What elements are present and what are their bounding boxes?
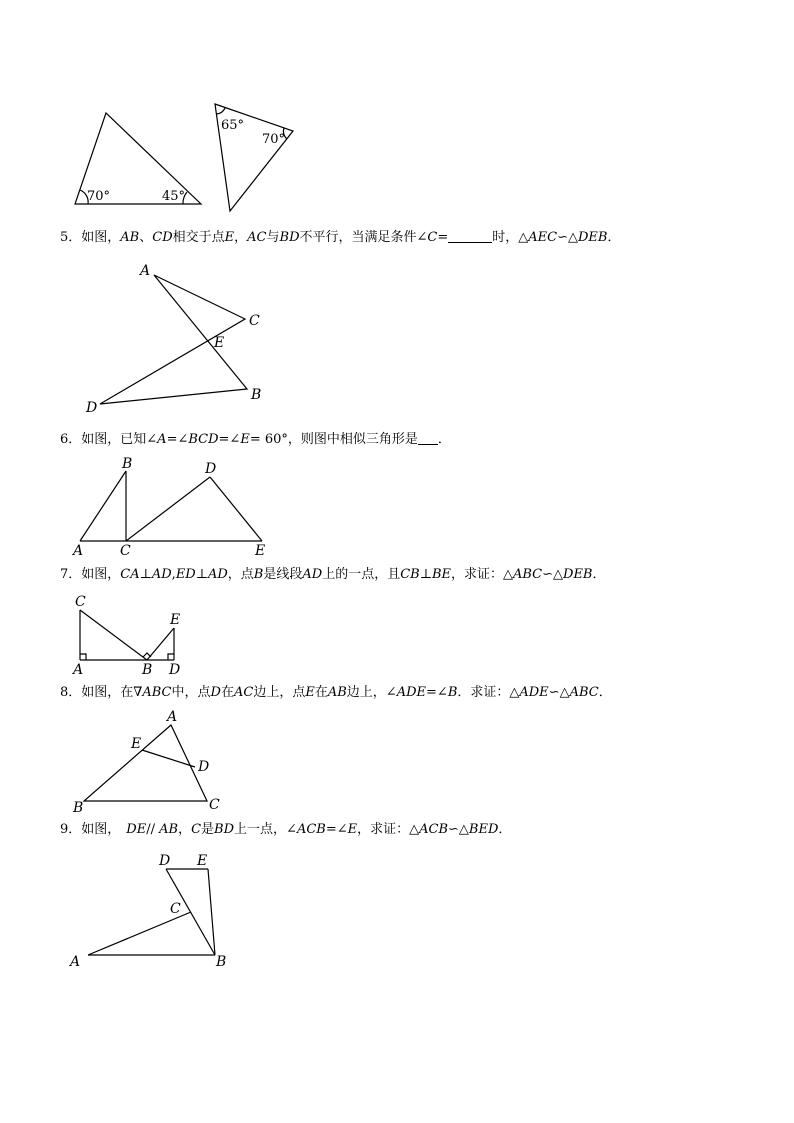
- angle-label-45: 45°: [162, 189, 186, 204]
- angle-label-70-right: 70°: [262, 132, 286, 147]
- answer-blank-6[interactable]: [418, 444, 438, 445]
- point-e: E: [197, 853, 208, 869]
- point-d: D: [205, 461, 217, 477]
- problem-6-text: 6．如图，已知∠A=∠BCD=∠E= 60°，则图中相似三角形是 ．: [60, 432, 451, 447]
- point-b: B: [73, 800, 84, 816]
- point-b: B: [122, 456, 133, 472]
- figure-problem-8: [0, 705, 794, 815]
- line-ab: [80, 471, 126, 541]
- point-a: A: [70, 954, 81, 970]
- line-eb: [208, 869, 215, 955]
- right-angle-b: [143, 653, 151, 657]
- angle-arc-65: [216, 108, 225, 114]
- right-angle-a: [80, 654, 86, 660]
- point-d: D: [198, 759, 210, 775]
- point-a: A: [167, 709, 178, 725]
- line-ac: [88, 912, 191, 955]
- angle-label-70-left: 70°: [87, 189, 111, 204]
- triangle-abc: [84, 725, 210, 801]
- point-b: B: [251, 387, 262, 403]
- point-e: E: [131, 736, 142, 752]
- figure-problem-7: [0, 590, 794, 680]
- point-c: C: [209, 797, 220, 813]
- point-c: C: [249, 313, 260, 329]
- answer-blank-5[interactable]: [448, 242, 492, 243]
- line-be: [147, 628, 174, 660]
- point-c: C: [75, 594, 86, 610]
- problem-9-text: 9．如图， DE// AB，C是BD上一点，∠ACB=∠E，求证：△ACB∽△BED．: [60, 822, 512, 837]
- point-d: D: [86, 400, 98, 416]
- point-a: A: [73, 662, 84, 678]
- point-a: A: [73, 543, 84, 559]
- point-c: C: [170, 901, 181, 917]
- figure-problem-9: [0, 848, 794, 973]
- problem-7-text: 7．如图，CA⊥AD,ED⊥AD，点B是线段AD上的一点，且CB⊥BE，求证：△ABC∽△DEB．: [60, 567, 606, 582]
- line-cd: [126, 477, 210, 541]
- figure-5-lines: [100, 275, 247, 404]
- angle-label-65: 65°: [221, 118, 245, 133]
- point-a: A: [140, 263, 151, 279]
- figure-problem-6: [0, 455, 794, 560]
- point-d: D: [159, 853, 171, 869]
- point-b: B: [142, 662, 153, 678]
- problem-5-text: 5．如图，AB、CD相交于点E，AC与BD不平行，当满足条件∠C= 时，△AEC∽△DEB．: [60, 230, 621, 245]
- figure-problem-5: [0, 255, 794, 415]
- line-cb: [80, 610, 147, 660]
- point-c: C: [120, 543, 131, 559]
- point-b: B: [216, 954, 227, 970]
- right-angle-d: [168, 654, 174, 660]
- point-d: D: [169, 662, 181, 678]
- line-de: [210, 477, 262, 541]
- point-e: E: [214, 335, 225, 351]
- point-e: E: [255, 543, 266, 559]
- point-e: E: [170, 612, 181, 628]
- problem-8-text: 8．如图，在∇ABC中，点D在AC边上，点E在AB边上，∠ADE=∠B．求证：△ADE∽△ABC．: [60, 685, 612, 700]
- figure-two-triangles: [0, 0, 794, 220]
